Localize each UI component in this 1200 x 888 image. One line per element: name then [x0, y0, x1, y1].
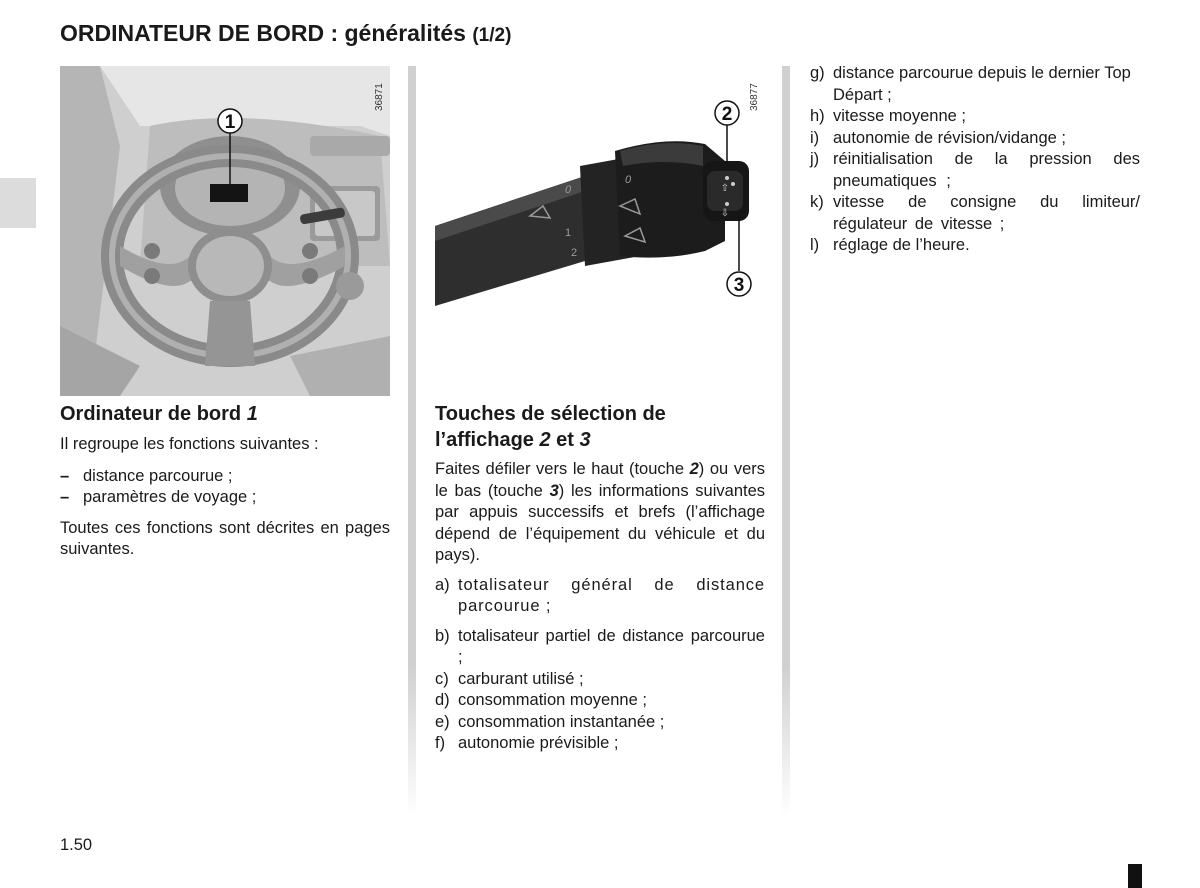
outro-paragraph: Toutes ces fonctions sont décrites en pages suivantes. — [60, 518, 390, 558]
page-title — [60, 20, 511, 47]
list-marker: g) — [810, 64, 825, 82]
list-item — [810, 63, 1140, 106]
figure-2-ref: 36877 — [749, 83, 760, 111]
heading-line-2: l’affichage — [435, 429, 534, 451]
list-marker: c) — [435, 669, 449, 688]
list-item — [810, 149, 1140, 192]
list-item — [435, 690, 765, 712]
heading-number-3: 3 — [579, 429, 591, 451]
page-edge-marker — [1128, 864, 1142, 888]
page-number: 1.50 — [60, 836, 93, 854]
para-part-2: ) ou vers le bas (touche — [435, 460, 765, 500]
column-divider-1 — [408, 66, 416, 816]
list-marker: h) — [810, 107, 825, 125]
para-part-3: ) les informations suivantes par appuis successifs et brefs (l’affichage dépend de l’équipement du véhicule et du pays). — [435, 481, 766, 564]
list-text: vitesse de consigne du limiteur/ régulateur de vitesse ; — [833, 193, 1140, 233]
list-item — [60, 466, 390, 488]
list-marker: d) — [435, 691, 450, 709]
para-part-1: Faites défiler vers le haut (touche — [435, 460, 684, 478]
list-text: autonomie prévisible ; — [458, 734, 619, 752]
section-heading-touches — [435, 401, 765, 453]
heading-text: Ordinateur de bord — [60, 403, 242, 425]
list-item — [810, 235, 1140, 257]
heading-number: 1 — [246, 403, 258, 425]
list-text: distance parcourue depuis le dernier Top Départ ; — [833, 64, 1131, 104]
list-marker: – — [60, 466, 70, 485]
list-text: consommation instantanée ; — [458, 712, 665, 731]
column-3 — [810, 63, 1140, 257]
list-marker: – — [60, 488, 70, 506]
list-text: totalisateur général de distance parcourue ; — [458, 575, 765, 615]
list-item — [435, 669, 765, 691]
column-divider-2 — [782, 66, 790, 816]
list-marker: e) — [435, 712, 450, 731]
svg-text:⇩: ⇩ — [720, 208, 730, 219]
figure-1-ref: 36871 — [374, 83, 385, 111]
heading-number-2: 2 — [539, 429, 551, 451]
list-text: autonomie de révision/vidange ; — [833, 128, 1066, 147]
list-text: réglage de l’heure. — [833, 236, 970, 254]
column-2 — [435, 401, 765, 755]
list-text: distance parcourue ; — [83, 466, 233, 485]
list-marker: k) — [810, 193, 824, 211]
list-item — [435, 626, 765, 669]
list-marker: i) — [810, 128, 820, 147]
heading-and: et — [556, 429, 574, 451]
info-list — [435, 575, 765, 755]
switch-label-0b: 0 — [625, 174, 632, 186]
column-1 — [60, 401, 390, 561]
list-text: consommation moyenne ; — [458, 691, 647, 709]
list-item — [435, 712, 765, 734]
function-list — [60, 466, 390, 509]
list-text: paramètres de voyage ; — [83, 488, 257, 506]
list-item — [810, 106, 1140, 128]
callout-1: 1 — [224, 112, 236, 133]
switch-label-1: 1 — [565, 227, 572, 239]
description-paragraph — [435, 459, 765, 567]
list-text: vitesse moyenne ; — [833, 107, 966, 125]
list-marker: b) — [435, 626, 450, 645]
steering-wheel-illustration — [60, 66, 390, 396]
title-main: ORDINATEUR DE BORD : généralités — [60, 20, 466, 46]
switch-label-0a: 0 — [565, 184, 572, 196]
list-text: carburant utilisé ; — [458, 669, 584, 688]
list-marker: j) — [810, 150, 820, 168]
switch-label-2: 2 — [571, 247, 578, 259]
callout-2: 2 — [721, 104, 733, 125]
heading-line-1: Touches de sélection de — [435, 403, 666, 425]
title-page-indicator: (1/2) — [472, 25, 512, 46]
section-heading-ordinateur — [60, 401, 390, 427]
list-text: totalisateur partiel de distance parcourue ; — [458, 626, 765, 666]
list-item — [60, 487, 390, 509]
list-item — [435, 575, 765, 618]
list-marker: f) — [435, 734, 446, 752]
list-item — [435, 733, 765, 755]
list-marker: a) — [435, 575, 450, 594]
chapter-tab — [0, 178, 36, 228]
svg-text:⇧: ⇧ — [720, 183, 730, 194]
para-number-2: 2 — [689, 460, 699, 478]
list-item — [810, 192, 1140, 235]
callout-3: 3 — [733, 275, 745, 296]
para-number-3: 3 — [549, 481, 559, 500]
list-marker: l) — [810, 236, 820, 254]
intro-paragraph: Il regroupe les fonctions suivantes : — [60, 435, 319, 453]
control-stalk-illustration — [435, 66, 765, 316]
list-text: réinitialisation de la pression des pneumatiques ; — [833, 150, 1140, 190]
list-item — [810, 128, 1140, 150]
